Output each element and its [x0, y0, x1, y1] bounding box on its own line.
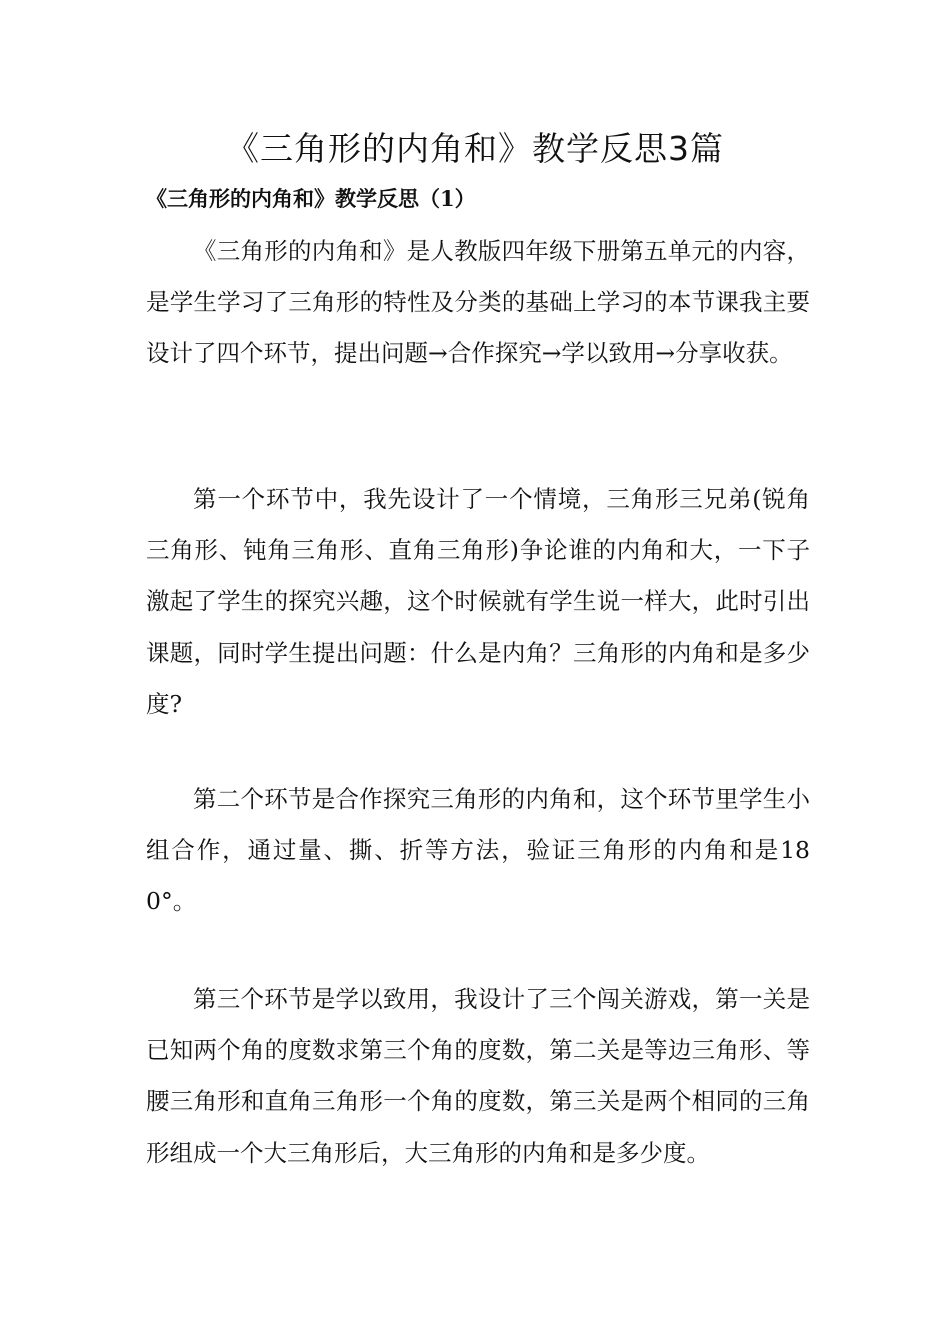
- paragraph-stage-one: 第一个环节中，我先设计了一个情境，三角形三兄弟(锐角三角形、钝角三角形、直角三角形)争论谁的内角和大，一下子激起了学生的探究兴趣，这个时候就有学生说一样大，此时引出课题，同时学生提出问题：什么是内角？三角形的内角和是多少度?: [146, 485, 810, 718]
- paragraph-stage-two: 第二个环节是合作探究三角形的内角和，这个环节里学生小组合作，通过量、撕、折等方法，验证三角形的内角和是180°。: [146, 785, 810, 916]
- section-heading: 《三角形的内角和》教学反思（1）: [146, 186, 476, 211]
- document-title: 《三角形的内角和》教学反思3篇: [226, 129, 724, 168]
- paragraph-stage-three: 第三个环节是学以致用，我设计了三个闯关游戏，第一关是已知两个角的度数求第三个角的度数，第二关是等边三角形、等腰三角形和直角三角形一个角的度数，第三关是两个相同的三角形组成一个大三角形后，大三角形的内角和是多少度。: [146, 985, 810, 1167]
- paragraph-intro: 《三角形的内角和》是人教版四年级下册第五单元的内容，是学生学习了三角形的特性及分类的基础上学习的本节课我主要设计了四个环节，提出问题→合作探究→学以致用→分享收获。: [146, 237, 810, 368]
